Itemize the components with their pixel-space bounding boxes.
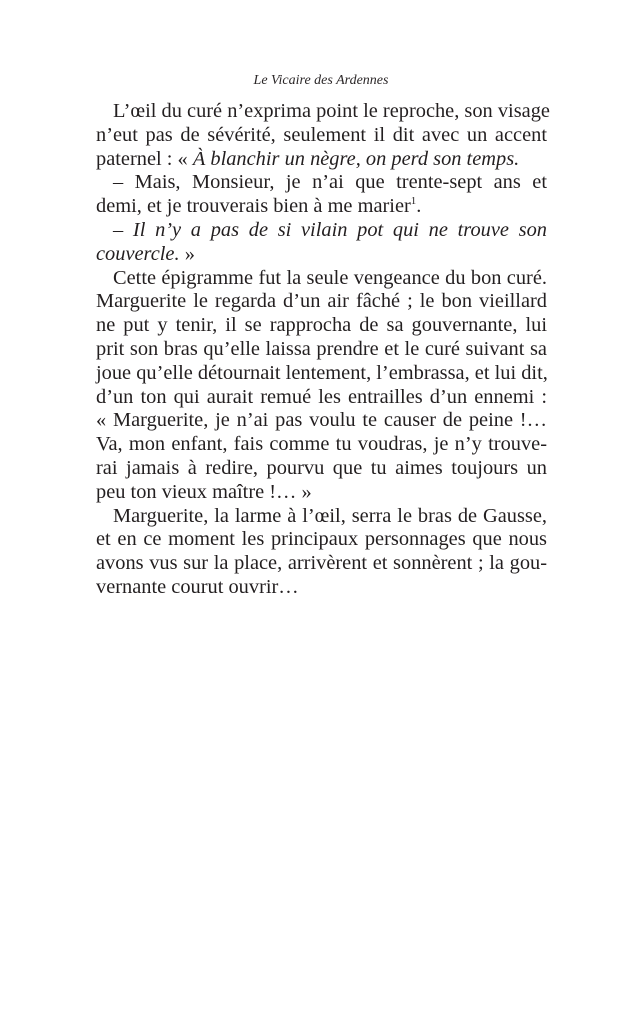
text-line [96,552,547,576]
text-line [96,195,547,219]
text-run: . [416,195,422,218]
text-line [96,528,547,552]
text-run: Cette épigramme fut la seule vengeance du bon curé. [113,266,547,289]
text-run: « Marguerite, je n’ai pas voulu te causer de peine !… [96,409,547,432]
body-text [96,100,550,600]
text-run: prit son bras qu’elle laissa prendre et le curé suivant sa [96,337,547,360]
text-run: Marguerite le regarda d’un air fâché ; le bon vieillard [96,290,547,313]
text-run: vernante courut ouvrir… [96,575,299,598]
text-run: Marguerite, la larme à l’œil, serra le bras de Gausse, [113,504,547,527]
text-run: peu ton vieux maître !… » [96,480,312,503]
text-line [96,267,547,291]
text-line [96,219,547,243]
text-run: d’un ton qui aurait remué les entrailles d’un ennemi : [96,385,547,408]
text-line [96,433,547,457]
text-run: demi, et je trouverais bien à me marier [96,195,411,218]
text-run: L’œil du curé n’exprima point le reproche, son visage [113,100,550,122]
text-line [96,100,550,124]
text-line [96,171,547,195]
text-run: paternel : « [96,147,193,170]
text-line [96,386,547,410]
text-line [96,457,547,481]
text-run: avons vus sur la place, arrivèrent et sonnèrent ; la gou- [96,552,547,575]
text-line [96,481,547,505]
italic-run: Il n’y a pas de si vilain pot qui ne trouve son [132,218,547,241]
italic-run: À blanchir un nègre, on perd son temps. [192,147,520,170]
text-run: n’eut pas de sévérité, seulement il dit avec un accent [96,123,547,146]
text-line [96,409,547,433]
footnote-marker: 1 [410,195,417,208]
text-run: Va, mon enfant, fais comme tu voudras, je n’y trouve- [96,433,547,456]
text-run: rai jamais à redire, pourvu que tu aimes toujours un [96,456,547,479]
text-line [96,338,547,362]
text-run: ne put y tenir, il se rapprocha de sa gouvernante, lui [96,314,547,337]
running-head: Le Vicaire des Ardennes [253,73,389,88]
text-line [96,362,547,386]
italic-run: couvercle. [96,242,180,265]
text-line [96,314,547,338]
text-run: – Mais, Monsieur, je n’ai que trente-sept ans et [113,171,547,194]
text-line [96,243,547,267]
text-run: joue qu’elle détournait lentement, l’embrassa, et lui dit, [96,361,548,384]
text-run: – [113,218,133,241]
text-line [96,290,547,314]
text-line [96,505,547,529]
text-run: et en ce moment les principaux personnages que nous [96,528,547,551]
text-run: » [179,242,195,265]
text-line [96,148,547,172]
text-line [96,124,547,148]
text-line [96,576,547,600]
